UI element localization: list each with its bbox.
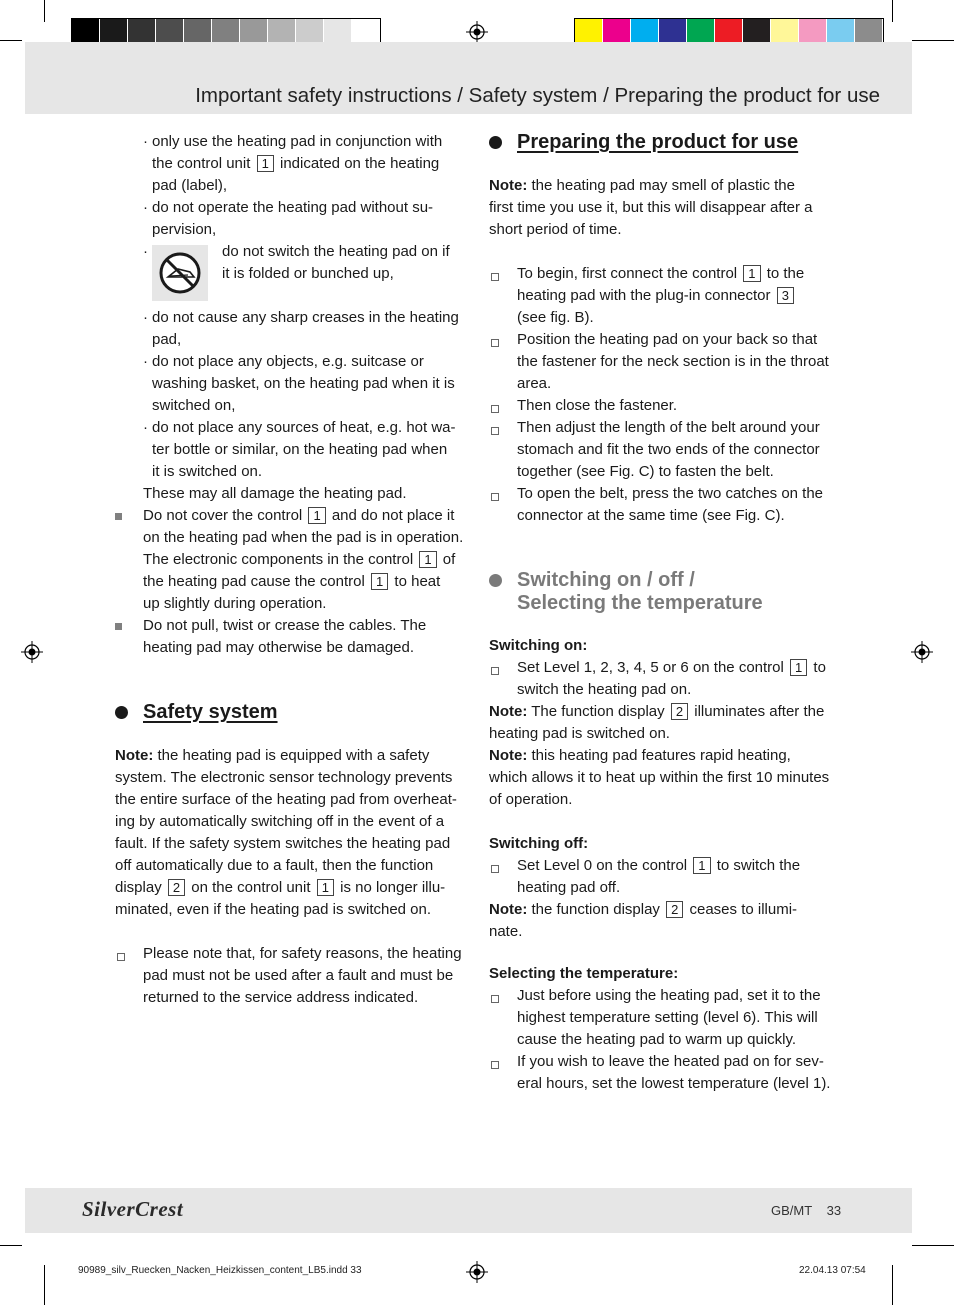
list-item: To begin, first connect the control 1 to the heating pad with the plug-in connector 3 (see fig. B). <box>489 263 849 329</box>
note-paragraph: Note: the function display 2 ceases to illumi- nate. <box>489 901 798 940</box>
list-item: Please note that, for safety reasons, the heating pad must not be used after a fault and must be returned to the service address indicated. <box>115 943 470 1009</box>
registration-mark-icon <box>911 641 933 663</box>
right-column <box>489 131 849 1095</box>
note-paragraph: Note: the heating pad is equipped with a safety system. The electronic sensor technology prevents the entire surface of the heating pad from overheat- ing by automatically switching off in the event of a fault. If the safety system switches the heating pad off automatically due to a fault, then the function display 2 on the control unit 1 is no longer illu- minated, even if the heating pad is switched on. <box>115 747 457 918</box>
list-item: · do not place any objects, e.g. suitcase or washing basket, on the heating pad when it is switched on, <box>143 351 470 417</box>
list-item: Then close the fastener. <box>489 395 849 417</box>
list-item: To open the belt, press the two catches on the connector at the same time (see Fig. C). <box>489 483 849 527</box>
section-heading: Safety system <box>115 701 470 724</box>
page-number: GB/MT 33 <box>771 1203 842 1218</box>
warning-summary: These may all damage the heating pad. <box>143 485 407 502</box>
crop-mark <box>0 40 22 41</box>
crop-mark <box>892 1265 893 1305</box>
list-item: · only use the heating pad in conjunction with the control unit 1 indicated on the heating pad (label), <box>143 131 470 197</box>
list-item: · do not place any sources of heat, e.g. hot wa- ter bottle or similar, on the heating pad when it is switched on. <box>143 417 470 483</box>
list-item: Set Level 0 on the control 1 to switch the heating pad off. <box>489 855 849 899</box>
crop-mark <box>44 0 45 22</box>
subheading: Selecting the temperature: <box>489 965 679 982</box>
list-item: Set Level 1, 2, 3, 4, 5 or 6 on the control 1 to switch the heating pad on. <box>489 657 849 701</box>
list-item: · do not operate the heating pad without su- pervision, <box>143 197 470 241</box>
list-item: Then adjust the length of the belt around your stomach and fit the two ends of the connector together (see Fig. C) to fasten the belt. <box>489 417 849 483</box>
crop-mark <box>912 1245 954 1246</box>
no-folding-warning-icon <box>152 245 208 301</box>
subheading: Switching on: <box>489 637 588 654</box>
list-item: Position the heating pad on your back so that the fastener for the neck section is in the throat area. <box>489 329 849 395</box>
crop-mark <box>0 1245 22 1246</box>
crop-mark <box>44 1265 45 1305</box>
list-item: · do not cause any sharp creases in the heating pad, <box>143 307 470 351</box>
registration-mark-icon <box>466 1261 488 1283</box>
left-column <box>115 131 470 1009</box>
section-heading: Switching on / off / Selecting the temperature <box>489 569 849 615</box>
list-item: · do not switch the heating pad on if it is folded or bunched up, <box>143 241 470 307</box>
note-paragraph: Note: the heating pad may smell of plastic the first time you use it, but this will disappear after a short period of time. <box>489 177 813 238</box>
crop-mark <box>892 0 893 22</box>
print-slug-date: 22.04.13 07:54 <box>799 1265 866 1276</box>
print-slug-filename: 90989_silv_Ruecken_Nacken_Heizkissen_content_LB5.indd 33 <box>78 1265 362 1276</box>
section-heading: Preparing the product for use <box>489 131 849 154</box>
brand-logo: SilverCrest <box>82 1197 184 1221</box>
page-title: Important safety instructions / Safety system / Preparing the product for use <box>195 84 880 107</box>
registration-mark-icon <box>466 21 488 43</box>
note-paragraph: Note: The function display 2 illuminates after the heating pad is switched on. <box>489 703 825 742</box>
list-item: If you wish to leave the heated pad on for sev- eral hours, set the lowest temperature (level 1). <box>489 1051 849 1095</box>
note-paragraph: Note: this heating pad features rapid heating, which allows it to heat up within the first 10 minutes of operation. <box>489 747 830 808</box>
crop-mark <box>912 40 954 41</box>
list-item: Do not cover the control 1 and do not place it on the heating pad when the pad is in operation. The electronic components in the control 1 of the heating pad cause the control 1 to heat up slightly during operation. <box>115 505 470 615</box>
list-item: Do not pull, twist or crease the cables. The heating pad may otherwise be damaged. <box>115 615 470 659</box>
registration-mark-icon <box>21 641 43 663</box>
subheading: Switching off: <box>489 835 589 852</box>
list-item: Just before using the heating pad, set it to the highest temperature setting (level 6). This will cause the heating pad to warm up quickly. <box>489 985 849 1051</box>
